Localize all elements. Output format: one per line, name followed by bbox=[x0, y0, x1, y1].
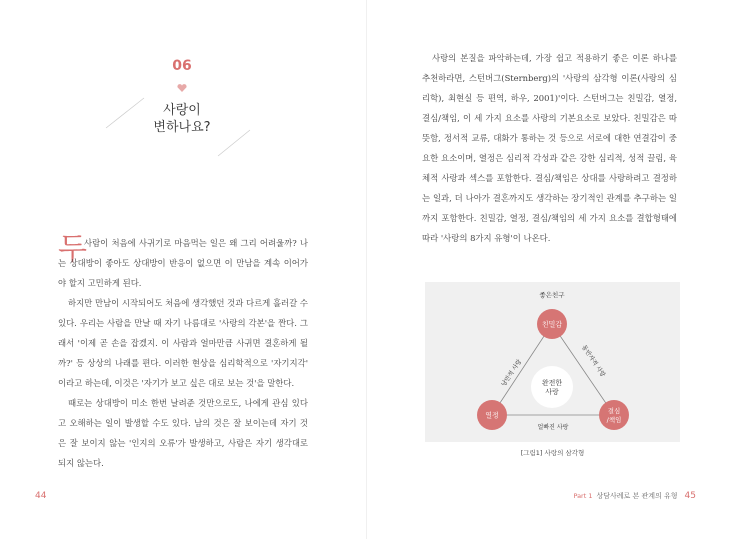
paragraph: 하지만 만남이 시작되어도 처음에 생각했던 것과 다르게 흘러갈 수 있다. 우리는 사람을 만날 때 자기 나름대로 '사랑의 각본'을 짠다. 그래서 '이제 곧 손을 잡겠지. 이 사람과 얼마만큼 사귀면 결혼하게 될까?' 등 상상의 나래를 편다. 이러한 현상을 심리학적으로 '자기지각' 이라고 하는데, 이것은 '자기가 보고 싶은 대로 보는 것'을 말한다. bbox=[58, 298, 308, 388]
running-head-part: Part 1 bbox=[573, 492, 593, 500]
label-commitment-1: 결심 bbox=[607, 407, 621, 415]
chapter-number: 06 bbox=[172, 58, 192, 74]
label-intimacy: 친밀감 bbox=[541, 320, 563, 329]
label-complete-love-1: 완전한 bbox=[541, 379, 563, 387]
page-number-right: 45 bbox=[684, 491, 696, 501]
chapter-title-line-2: 변하나요? bbox=[153, 120, 211, 135]
chapter-title-line-1: 사랑이 bbox=[163, 103, 201, 118]
triangle-diagram bbox=[425, 282, 680, 442]
drop-cap: 두 bbox=[58, 232, 87, 267]
paragraph: 사람이 처음에 사귀기로 마음먹는 일은 왜 그리 어려울까? 나는 상대방이 좋아도 상대방이 반응이 없으면 이 만남을 계속 이어가야 할지 고민하게 된다. bbox=[58, 238, 308, 288]
right-body-text bbox=[422, 48, 677, 248]
label-fatuous-love: 얼빠진 사랑 bbox=[537, 424, 569, 431]
right-page bbox=[367, 0, 733, 539]
label-romantic-love: 낭만적 사랑 bbox=[500, 358, 524, 388]
label-complete-love-2: 사랑 bbox=[545, 388, 559, 396]
figure-caption: [그림1] 사랑의 삼각형 bbox=[520, 449, 585, 457]
chapter-title bbox=[132, 102, 232, 136]
left-body-text bbox=[58, 233, 308, 473]
love-triangle-figure bbox=[425, 282, 680, 442]
label-passion: 열정 bbox=[485, 411, 499, 420]
paragraph: 때로는 상대방이 미소 한번 날려준 것만으로도, 나에게 관심 있다고 오해하는 일이 발생할 수도 있다. 남의 것은 잘 보이는데 자기 것은 잘 보이지 않는 '인지의 오류'가 발생하고, 사람은 자기 생각대로 되지 않는다. bbox=[58, 398, 308, 468]
paragraph: 사랑의 본질을 파악하는데, 가장 쉽고 적용하기 좋은 이론 하나를 추천하라면, 스턴버그(Sternberg)의 '사랑의 삼각형 이론(사랑의 심리학), 최현실 등 편역, 하우, 2001)'이다. 스턴버그는 친밀감, 열정, 결심/책임, 이 세 가지 요소를 사랑의 기본요소로 보았다. 친밀감은 따뜻함, 정서적 교류, 대화가 통하는 것 등으로 서로에 대한 연결감이 중요한 요소이며, 열정은 심리적 각성과 같은 강한 심리적, 성적 끌림, 육체적 사랑과 섹스를 포함한다. 결심/책임은 상대를 사랑하려고 결정하는 일과, 더 나아가 결혼까지도 생각하는 장기적인 관계를 추구하는 일까지 포함한다. 친밀감, 열정, 결심/책임의 세 가지 요소를 결합형태에 따라 '사랑의 8가지 유형'이 나온다. bbox=[422, 53, 677, 243]
label-commitment-2: /책임 bbox=[606, 416, 622, 424]
label-good-friend: 좋은친구 bbox=[539, 291, 565, 299]
node-complete-love bbox=[531, 366, 573, 408]
running-head-title: 상담사례로 본 관계의 유형 bbox=[596, 492, 678, 500]
running-head bbox=[573, 491, 696, 501]
node-commitment bbox=[599, 400, 629, 430]
left-page bbox=[0, 0, 366, 539]
label-companionate-love: 동반자적 사랑 bbox=[580, 343, 607, 379]
page-number-left: 44 bbox=[35, 491, 47, 501]
